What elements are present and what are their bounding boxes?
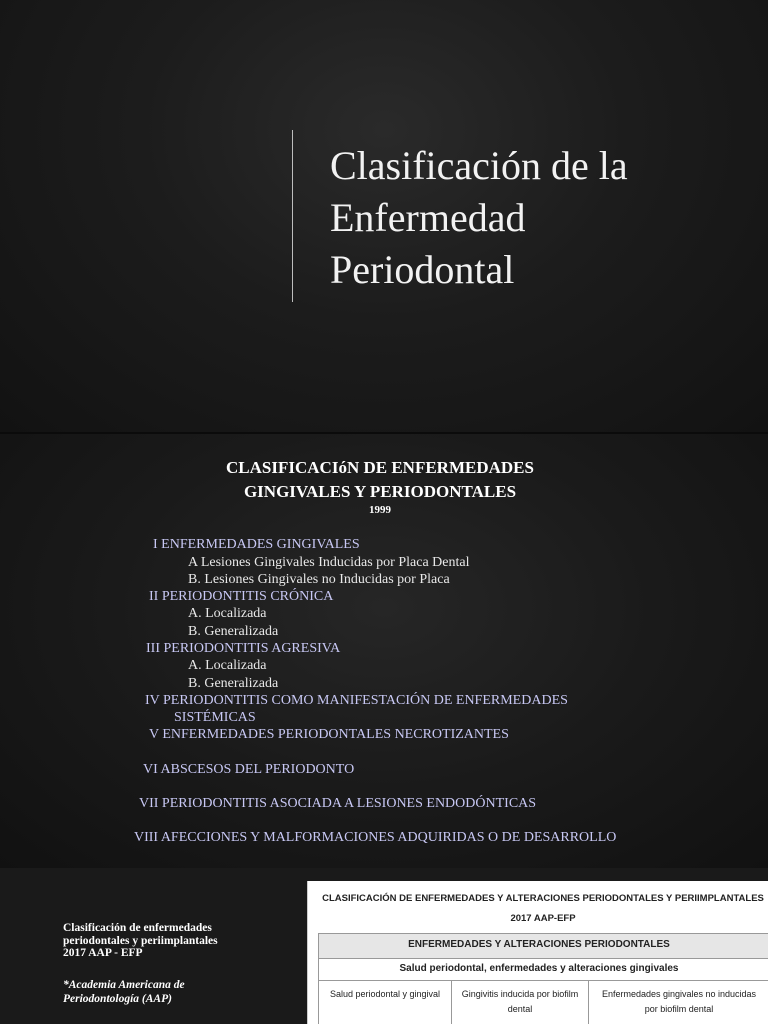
table-row <box>318 981 768 1024</box>
caption-line: Clasificación de enfermedades <box>63 922 212 934</box>
list-item: VI ABSCESOS DEL PERIODONTO <box>143 762 355 777</box>
table-header: ENFERMEDADES Y ALTERACIONES PERIODONTALES <box>408 939 670 950</box>
slide-caption <box>63 922 218 960</box>
list-item: II PERIODONTITIS CRÓNICA <box>149 589 334 604</box>
list-item: VII PERIODONTITIS ASOCIADA A LESIONES ENDODÓNTICAS <box>139 796 537 811</box>
footnote-line: Periodontología (AAP) <box>63 993 172 1005</box>
table-title-line1: CLASIFICACIÓN DE ENFERMEDADES Y ALTERACIONES PERIODONTALES Y PERIIMPLANTALES <box>322 893 764 904</box>
list-item: A. Localizada <box>188 606 267 621</box>
list-item: I ENFERMEDADES GINGIVALES <box>153 537 360 552</box>
list-item: A. Localizada <box>188 658 267 673</box>
table-cell-line: por biofilm dental <box>644 1004 714 1014</box>
classification-1999-slide <box>0 434 768 868</box>
list-item: B. Generalizada <box>188 676 279 691</box>
title-slide <box>0 0 768 432</box>
list-item: VIII AFECCIONES Y MALFORMACIONES ADQUIRIDAS O DE DESARROLLO <box>134 830 617 845</box>
footnote-line: *Academia Americana de <box>63 979 185 991</box>
list-item: B. Lesiones Gingivales no Inducidas por Placa <box>188 572 450 587</box>
classification-heading-line1: CLASIFICACIóN DE ENFERMEDADES <box>226 458 534 477</box>
classification-table-image <box>307 881 768 1024</box>
table-header-row <box>318 933 768 959</box>
aap-footnote <box>63 978 185 1006</box>
table-cell-line: Gingivitis inducida por biofilm <box>461 989 579 999</box>
classification-heading-line2: GINGIVALES Y PERIODONTALES <box>243 482 517 501</box>
slide-title-line: Periodontal <box>330 247 515 292</box>
classification-2017-slide <box>0 868 768 1024</box>
caption-line: periodontales y periimplantales <box>63 934 218 947</box>
table-cell <box>452 981 589 1024</box>
list-item: A Lesiones Gingivales Inducidas por Placa Dental <box>188 555 470 570</box>
slide-title <box>330 140 750 296</box>
table-subheader-row <box>318 959 768 981</box>
list-item: IV PERIODONTITIS COMO MANIFESTACIÓN DE ENFERMEDADES <box>145 693 568 708</box>
caption-line: 2017 AAP - EFP <box>63 947 143 959</box>
list-item: V ENFERMEDADES PERIODONTALES NECROTIZANTES <box>149 727 509 742</box>
table-cell-line: Salud periodontal y gingival <box>329 989 441 999</box>
list-item: SISTÉMICAS <box>174 710 256 725</box>
table-cell-line: Enfermedades gingivales no inducidas <box>601 989 757 999</box>
list-item: III PERIODONTITIS AGRESIVA <box>146 641 341 656</box>
list-item: B. Generalizada <box>188 624 279 639</box>
slide-title-line: Enfermedad <box>330 195 526 240</box>
table-cell <box>589 981 768 1024</box>
table-subheader: Salud periodontal, enfermedades y alteraciones gingivales <box>399 963 679 974</box>
table-cell-line: dental <box>507 1004 533 1014</box>
title-divider-line <box>292 130 293 302</box>
slide-title-line: Clasificación de la <box>330 143 628 188</box>
table-cell <box>319 981 452 1024</box>
classification-year: 1999 <box>369 504 391 516</box>
table-title-line2: 2017 AAP-EFP <box>510 913 576 924</box>
